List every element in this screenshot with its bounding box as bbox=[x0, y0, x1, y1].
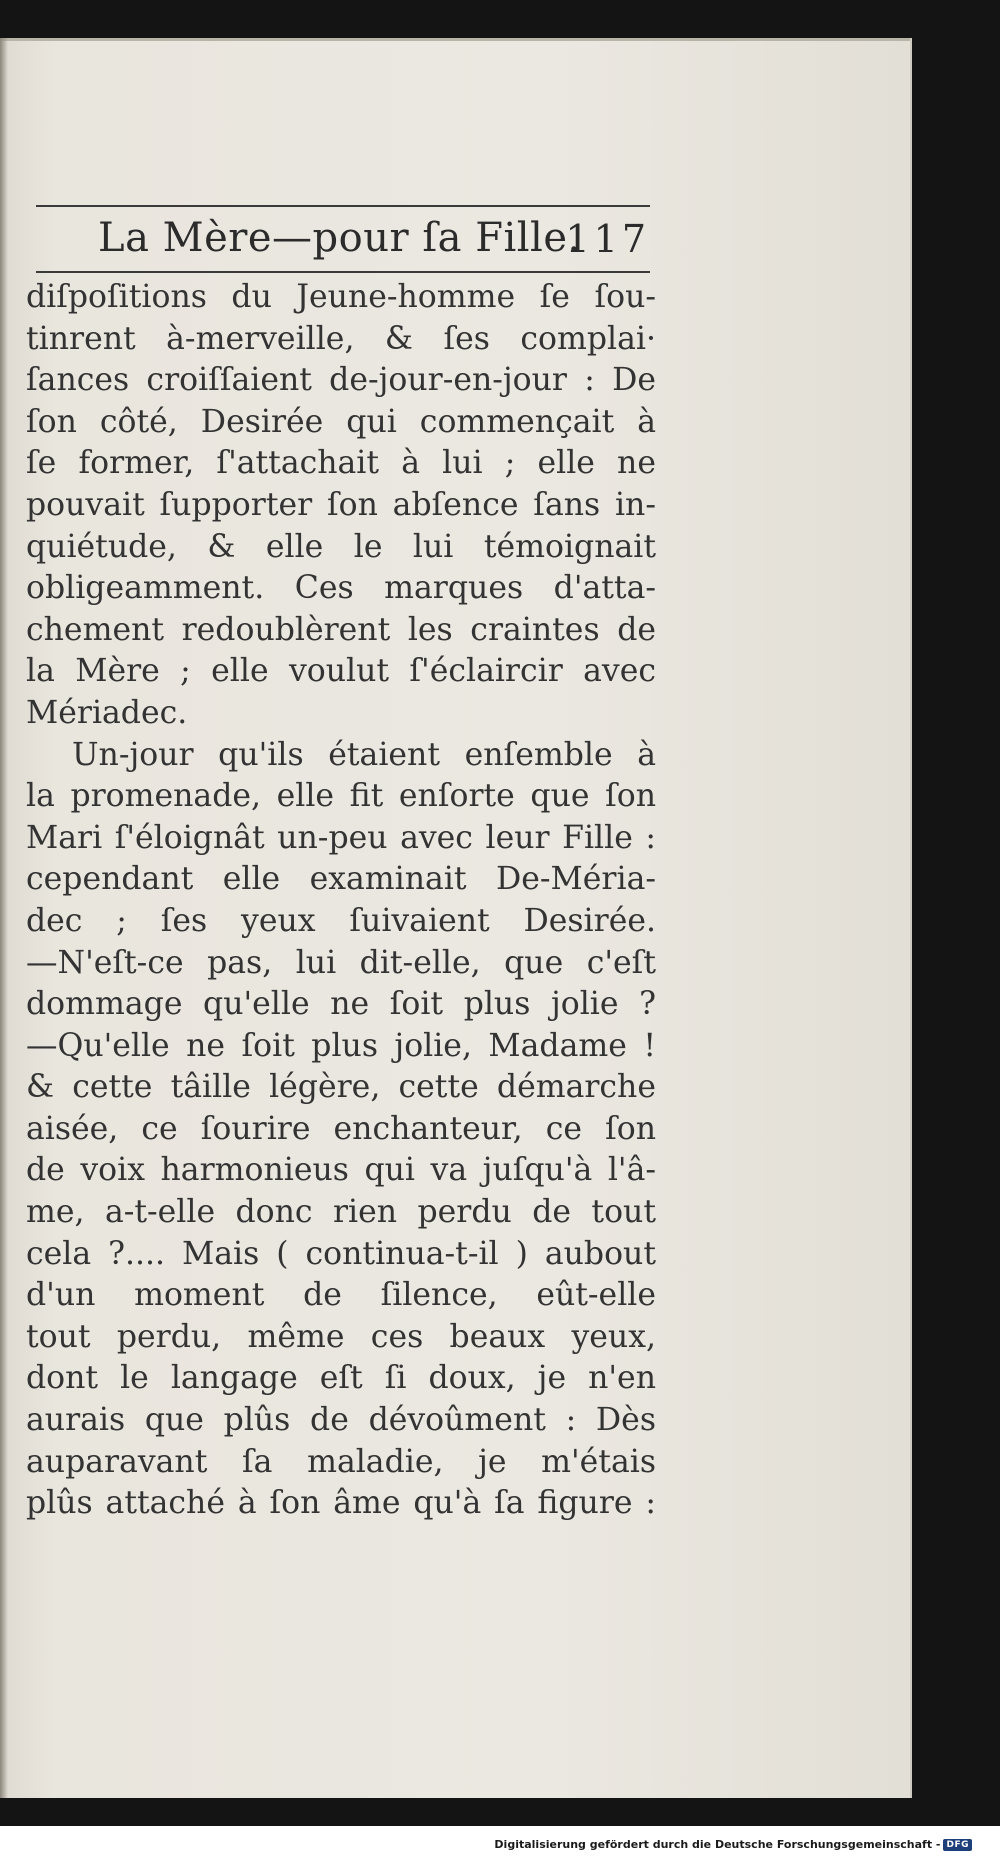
text-line: la promenade, elle fit enſorte que ſon bbox=[26, 778, 656, 815]
dfg-logo-icon: DFG bbox=[943, 1839, 972, 1851]
text-line: aisée, ce ſourire enchanteur, ce ſon bbox=[26, 1110, 656, 1147]
text-line: aurais que plûs de dévoûment : Dès bbox=[26, 1402, 656, 1439]
text-line: me, a-t-elle donc rien perdu de tout bbox=[26, 1194, 656, 1231]
body-text bbox=[26, 277, 656, 1525]
page-gutter-shadow bbox=[0, 38, 8, 1798]
text-line: cependant elle examinait De-Méria- bbox=[26, 861, 656, 898]
text-line: cela ?.... Mais ( continua-t-il ) aubout bbox=[26, 1235, 656, 1272]
text-line: —N'eſt-ce pas, lui dit-elle, que c'eſt bbox=[26, 944, 656, 981]
text-line: auparavant ſa maladie, je m'étais bbox=[26, 1443, 656, 1480]
text-line: —Qu'elle ne ſoit plus jolie, Madame ! bbox=[26, 1027, 656, 1064]
text-line: ſon côté, Desirée qui commençait à bbox=[26, 403, 656, 440]
text-line: dommage qu'elle ne ſoit plus jolie ? bbox=[26, 986, 656, 1023]
page-top-edge bbox=[0, 38, 910, 41]
text-line: dec ; ſes yeux ſuivaient Desirée. bbox=[26, 902, 656, 939]
text-line: chement redoublèrent les craintes de bbox=[26, 611, 656, 648]
funding-credit-text: Digitalisierung gefördert durch die Deutsche Forschungsgemeinschaft - bbox=[494, 1838, 941, 1851]
page-number: 117 bbox=[565, 217, 650, 261]
text-line: & cette tâille légère, cette démarche bbox=[26, 1069, 656, 1106]
text-line: tinrent à-merveille, & ſes complai· bbox=[26, 320, 656, 357]
text-line: de voix harmonieus qui va juſqu'à l'â- bbox=[26, 1152, 656, 1189]
text-line: la Mère ; elle voulut ſ'éclaircir avec bbox=[26, 653, 656, 690]
text-line: d'un moment de ſilence, eût-elle bbox=[26, 1277, 656, 1314]
text-line: tout perdu, même ces beaux yeux, bbox=[26, 1318, 656, 1355]
funding-credit bbox=[494, 1838, 972, 1851]
text-line: Mari ſ'éloignât un-peu avec leur Fille : bbox=[26, 819, 656, 856]
text-line: ſances croiſſaient de-jour-en-jour : De bbox=[26, 362, 656, 399]
text-line: diſpoſitions du Jeune-homme ſe ſou- bbox=[26, 279, 656, 315]
paragraph-end-line: Mériadec. bbox=[26, 694, 188, 731]
running-title: La Mère—pour ſa Fille. bbox=[98, 215, 581, 261]
header-rule-top bbox=[36, 205, 650, 207]
text-line: ſe former, ſ'attachait à lui ; elle ne bbox=[26, 445, 656, 482]
text-line: pouvait ſupporter ſon abſence ſans in- bbox=[26, 486, 656, 523]
header-rule-bottom bbox=[36, 271, 650, 273]
text-line: obligeamment. Ces marques d'atta- bbox=[26, 570, 656, 607]
running-header bbox=[36, 211, 650, 267]
text-line: plûs attaché à ſon âme qu'à ſa figure : bbox=[26, 1485, 656, 1522]
text-line: dont le langage eſt ſi doux, je n'en bbox=[26, 1360, 656, 1397]
paragraph-start-line: Un-jour qu'ils étaient enſemble à bbox=[72, 736, 656, 773]
text-line: quiétude, & elle le lui témoignait bbox=[26, 528, 656, 565]
